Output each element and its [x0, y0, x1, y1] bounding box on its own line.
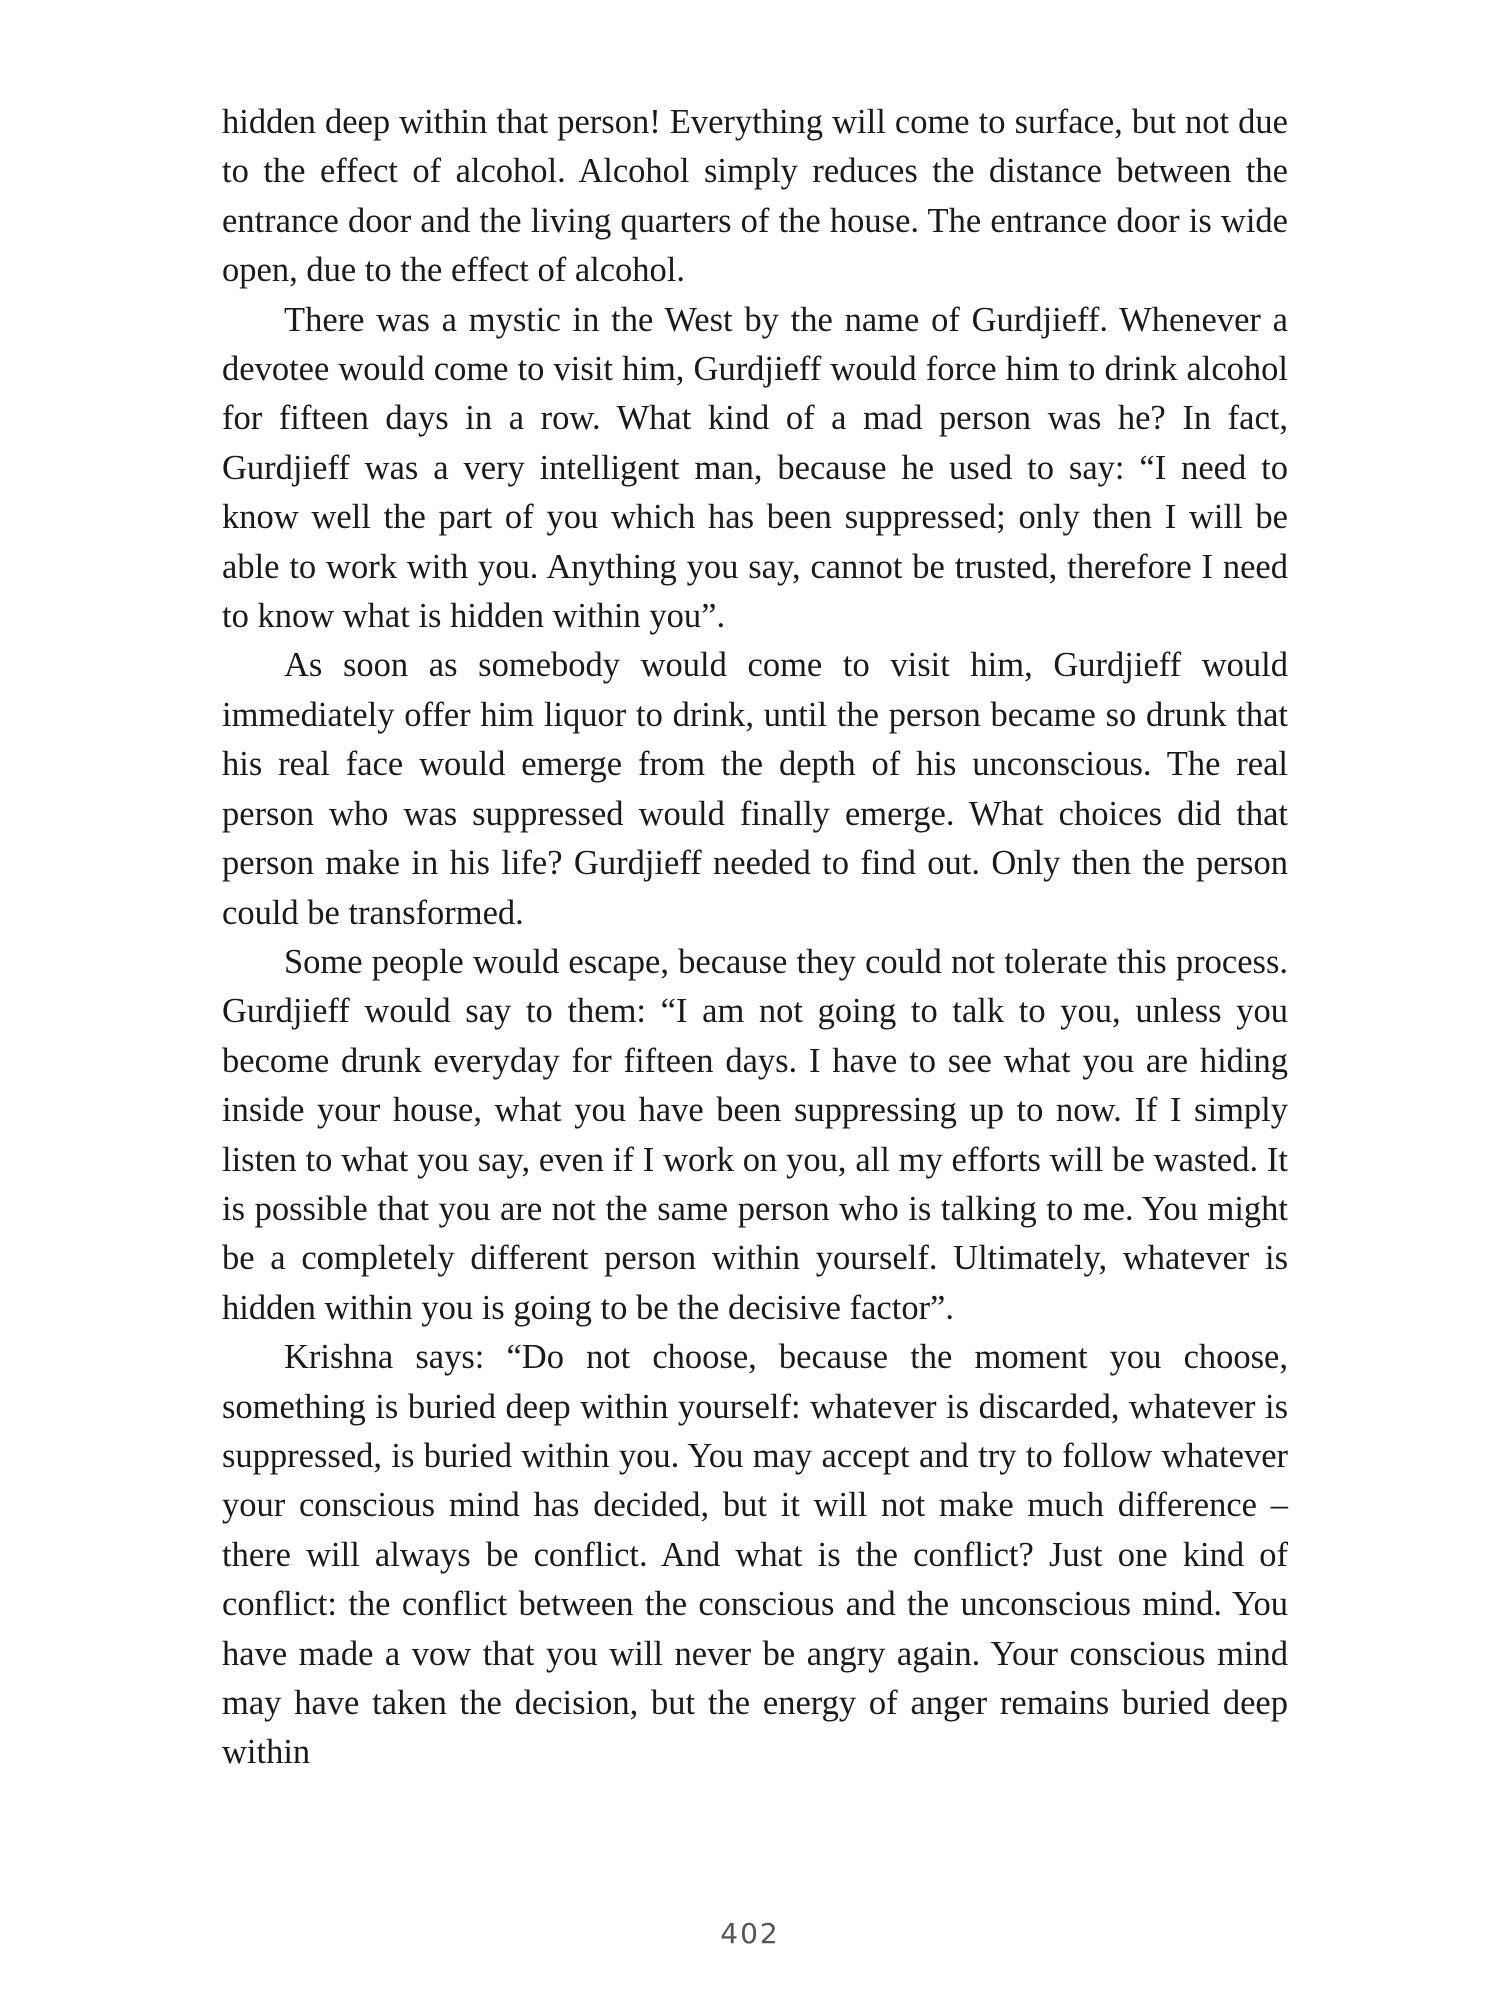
paragraph-krishna-says: Krishna says: “Do not choose, because the moment you choose, something is buried deep within yourself: whatever is discarded, whatever is suppressed, is buried within you. You may accept and try to follow whatever your conscious mind has decided, but it will not make much difference – there will always be conflict. And what is the conflict? Just one kind of conflict: the conflict between the conscious and the unconscious mind. You have made a vow that you will never be angry again. Your conscious mind may have taken the decision, but the energy of anger remains buried deep within [222, 1338, 1288, 1772]
paragraph-continuation: hidden deep within that person! Everything will come to surface, but not due to the effect of alcohol. Alcohol simply reduces the distance between the entrance door and the living quarters of the house. The entrance door is wide open, due to the effect of alcohol. [222, 103, 1288, 290]
body-text [222, 98, 1288, 1778]
paragraph-gurdjieff-liquor: As soon as somebody would come to visit him, Gurdjieff would immediately offer him liquor to drink, until the person became so drunk that his real face would emerge from the depth of his unconscious. The real person who was suppressed would finally emerge. What choices did that person make in his life? Gurdjieff needed to find out. Only then the person could be transformed. [222, 646, 1288, 932]
paragraph-people-escape: Some people would escape, because they could not tolerate this process. Gurdjieff would say to them: “I am not going to talk to you, unless you become drunk everyday for fifteen days. I have to see what you are hiding inside your house, what you have been suppressing up to now. If I simply listen to what you say, even if I work on you, all my efforts will be wasted. It is possible that you are not the same person who is talking to me. You might be a completely different person within yourself. Ultimately, whatever is hidden within you is going to be the decisive factor”. [222, 942, 1288, 1327]
page-number: 402 [720, 1917, 780, 1950]
paragraph-gurdjieff-intro: There was a mystic in the West by the name of Gurdjieff. Whenever a devotee would come to visit him, Gurdjieff would force him to drink alcohol for fifteen days in a row. What kind of a mad person was he? In fact, Gurdjieff was a very intelligent man, because he used to say: “I need to know well the part of you which has been suppressed; only then I will be able to work with you. Anything you say, cannot be trusted, therefore I need to know what is hidden within you”. [222, 300, 1288, 636]
